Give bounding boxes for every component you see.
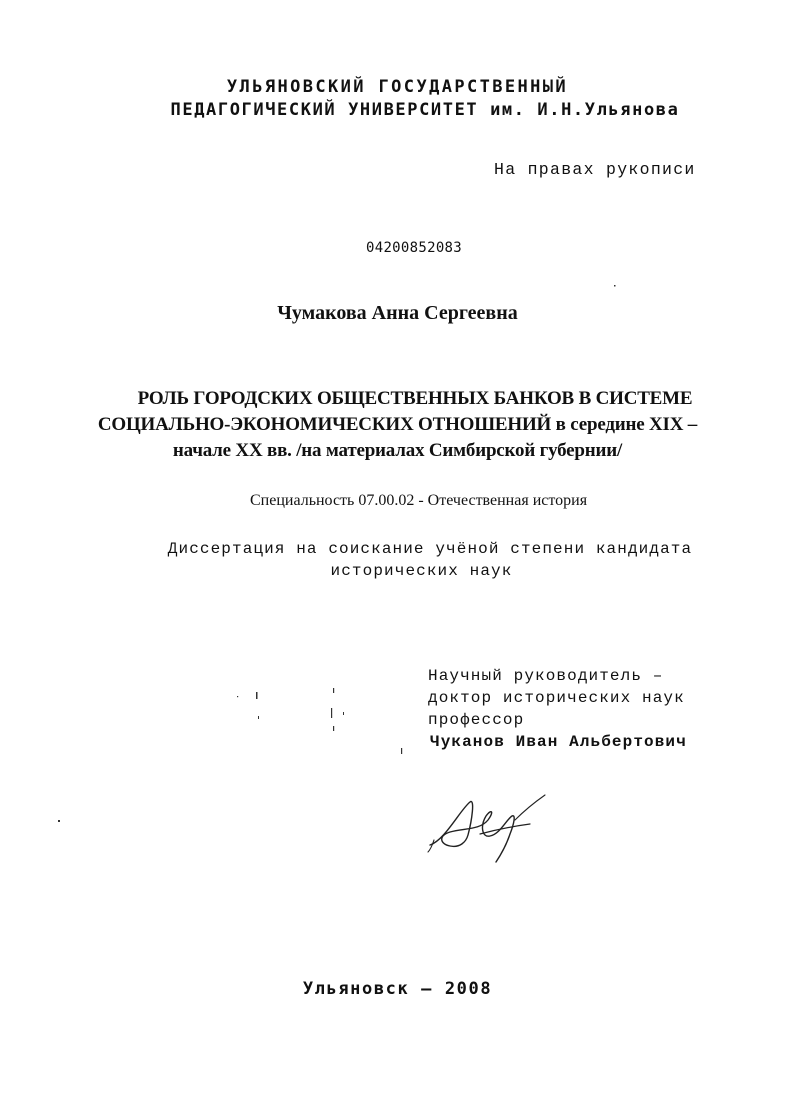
manuscript-note: На правах рукописи	[494, 160, 696, 179]
university-line-1: УЛЬЯНОВСКИЙ ГОСУДАРСТВЕННЫЙ	[226, 77, 569, 97]
university-line-2: ПЕДАГОГИЧЕСКИЙ УНИВЕРСИТЕТ им. И.Н.Ульянова	[170, 100, 680, 120]
title-line-3: начале XX вв. /на материалах Симбирской губернии/	[172, 440, 623, 461]
supervisor-name: Чуканов Иван Альбертович	[430, 733, 687, 751]
supervisor-line-1: Научный руководитель –	[428, 667, 664, 685]
degree-line-1: Диссертация на соискание учёной степени кандидата	[167, 540, 693, 558]
title-line-1: РОЛЬ ГОРОДСКИХ ОБЩЕСТВЕННЫХ БАНКОВ В СИСТЕМЕ	[137, 388, 693, 409]
title-line-2: СОЦИАЛЬНО-ЭКОНОМИЧЕСКИХ ОТНОШЕНИЙ в середине XIX –	[97, 414, 698, 435]
supervisor-line-2: доктор исторических наук	[428, 689, 685, 707]
author-name: Чумакова Анна Сергеевна	[277, 302, 518, 324]
specialty: Специальность 07.00.02 - Отечественная история	[250, 492, 588, 509]
degree-line-2: исторических наук	[330, 562, 513, 580]
catalog-number: 04200852083	[366, 240, 463, 256]
city-year: Ульяновск – 2008	[302, 979, 493, 999]
supervisor-line-3: профессор	[428, 711, 525, 729]
